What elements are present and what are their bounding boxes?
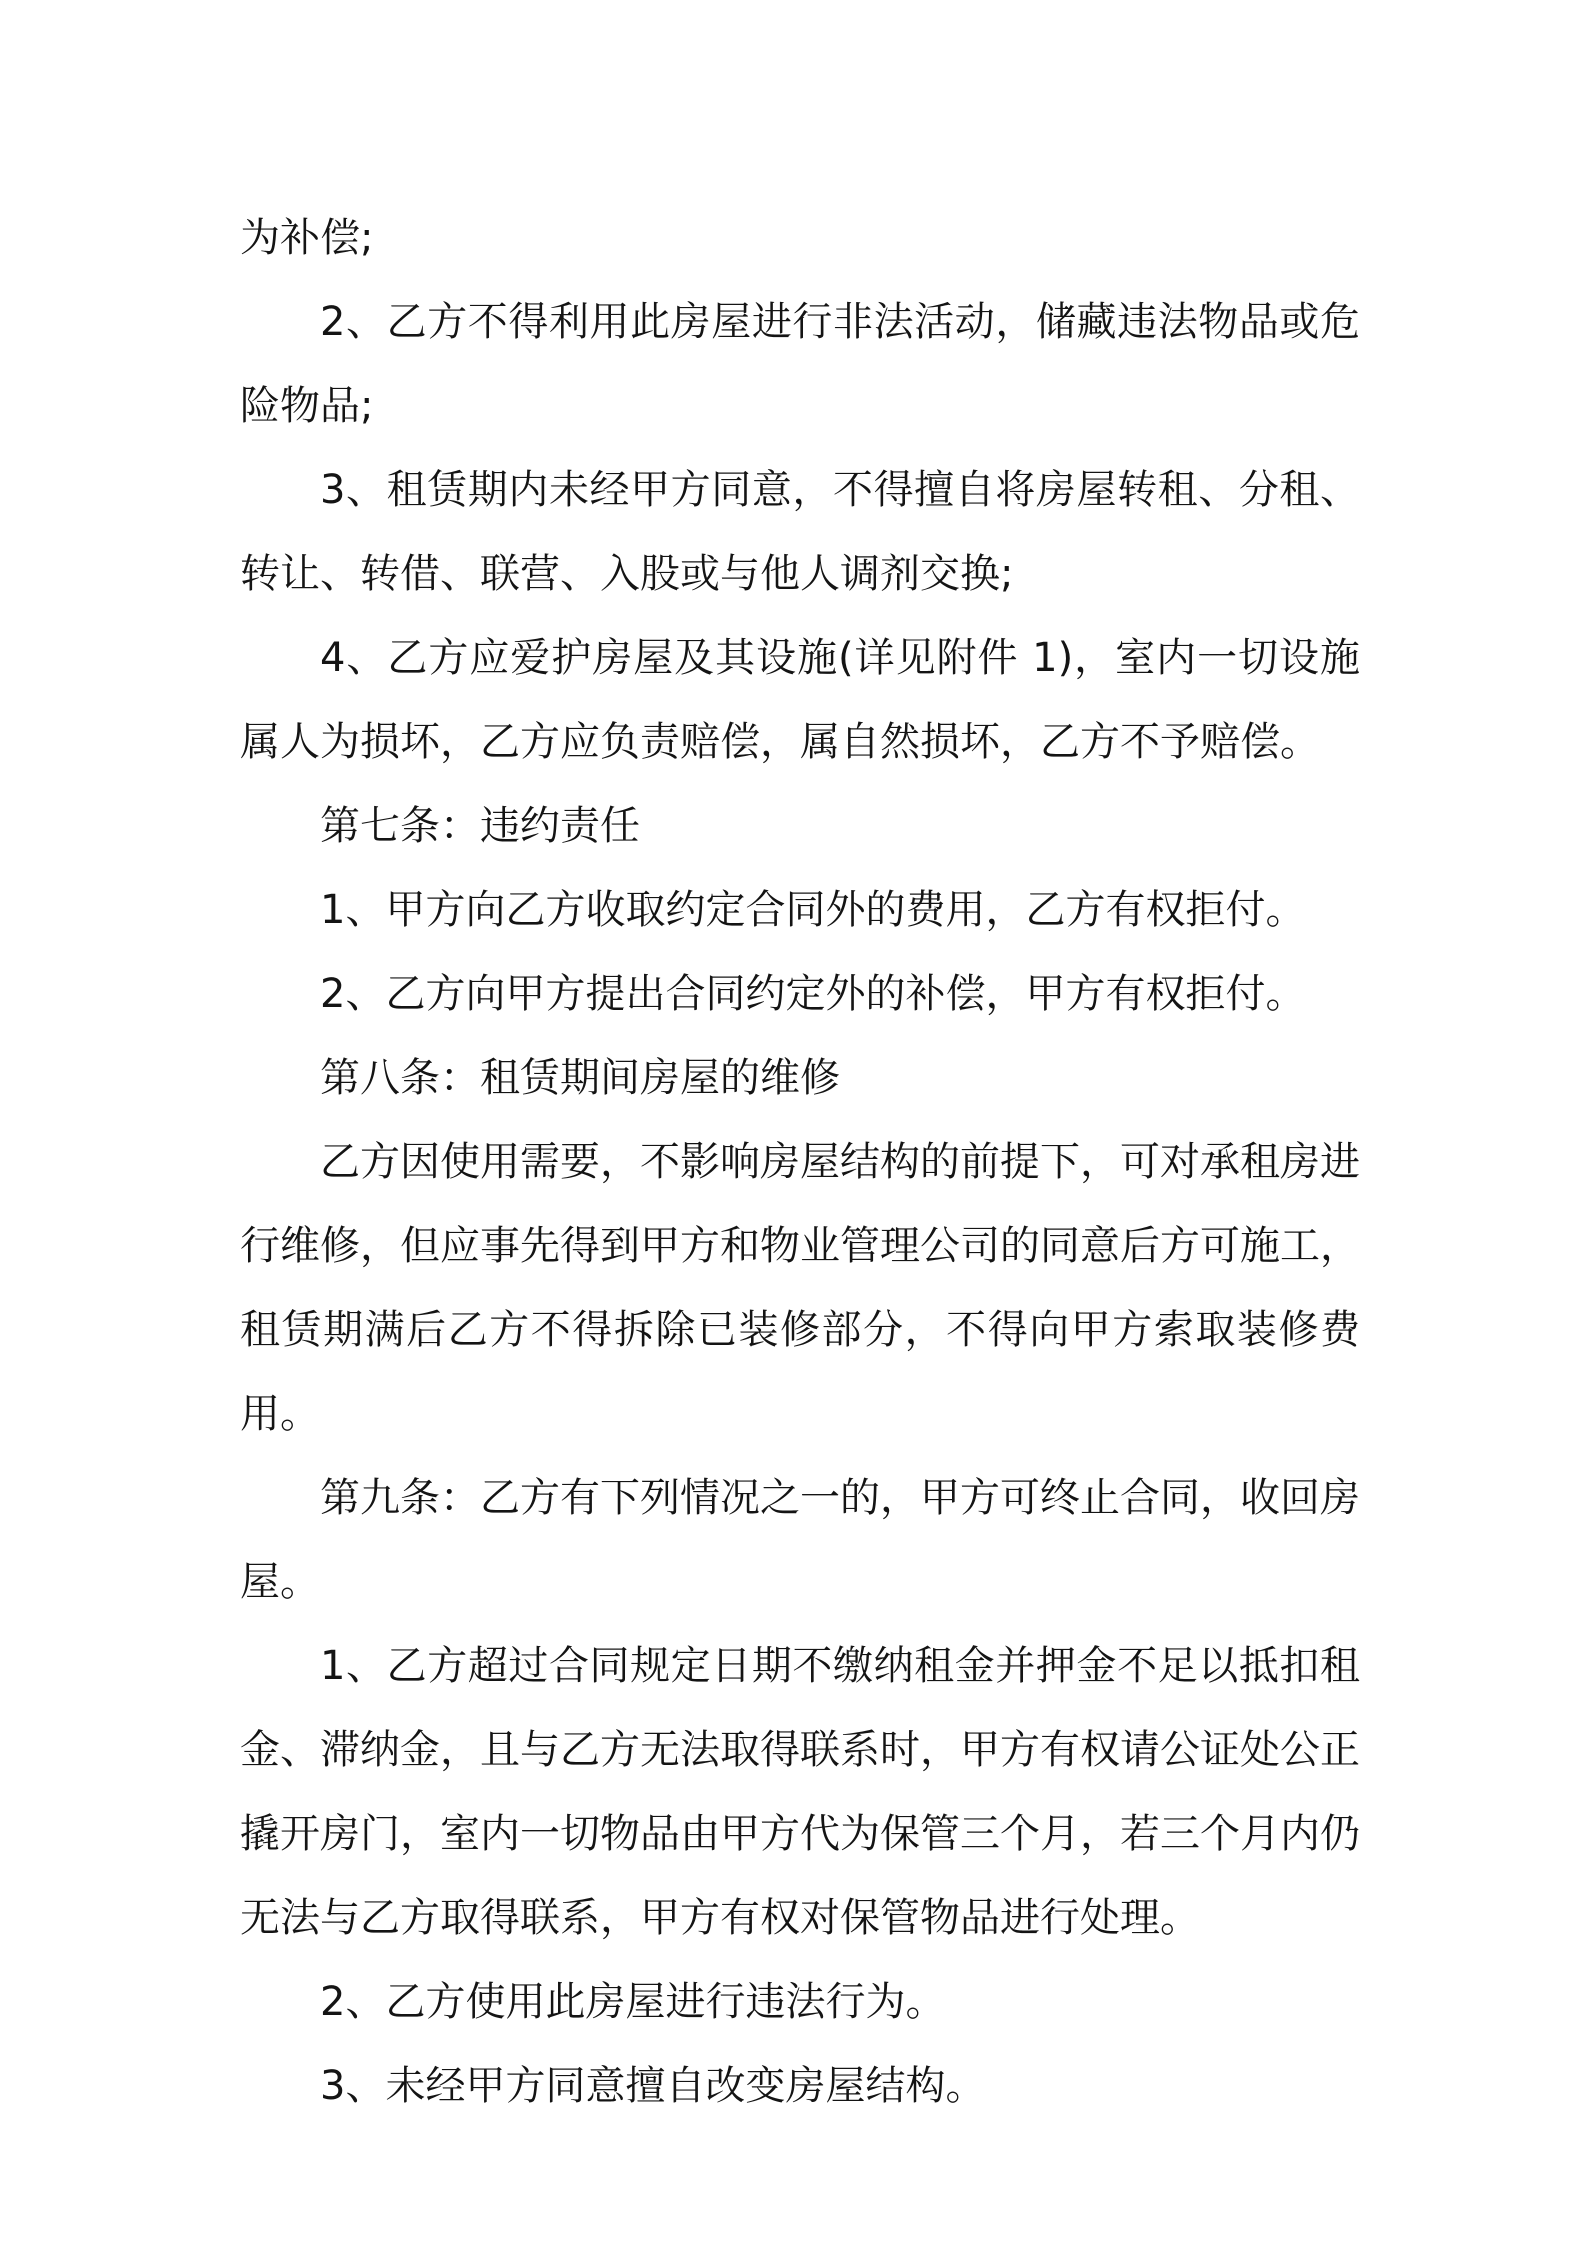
article-8-heading: 第八条：租赁期间房屋的维修 <box>320 1055 840 1101</box>
clause-item-3-no-sublet: 3、租赁期内未经甲方同意，不得擅自将房屋转租、分租、转让、转借、联营、入股或与他人调剂交换; <box>240 467 1360 597</box>
document-body <box>240 196 1360 2128</box>
article-9-item-1: 1、乙方超过合同规定日期不缴纳租金并押金不足以抵扣租金、滞纳金，且与乙方无法取得联系时，甲方有权请公证处公正撬开房门，室内一切物品由甲方代为保管三个月，若三个月内仍无法与乙方取得联系，甲方有权对保管物品进行处理。 <box>240 1643 1360 1941</box>
article-7-item-1: 1、甲方向乙方收取约定合同外的费用，乙方有权拒付。 <box>320 887 1306 933</box>
clause-item-4-care-of-property: 4、乙方应爱护房屋及其设施(详见附件 1)，室内一切设施属人为损坏，乙方应负责赔偿，属自然损坏，乙方不予赔偿。 <box>240 635 1360 765</box>
article-9-item-3: 3、未经甲方同意擅自改变房屋结构。 <box>320 2063 986 2109</box>
article-9-heading: 第九条：乙方有下列情况之一的，甲方可终止合同，收回房屋。 <box>240 1475 1360 1605</box>
clause-item-2-illegal-activity: 2、乙方不得利用此房屋进行非法活动，储藏违法物品或危险物品; <box>240 299 1360 429</box>
article-9-item-2: 2、乙方使用此房屋进行违法行为。 <box>320 1979 946 2025</box>
article-7-item-2: 2、乙方向甲方提出合同约定外的补偿，甲方有权拒付。 <box>320 971 1306 1017</box>
article-8-body: 乙方因使用需要，不影响房屋结构的前提下，可对承租房进行维修，但应事先得到甲方和物业管理公司的同意后方可施工，租赁期满后乙方不得拆除已装修部分，不得向甲方索取装修费用。 <box>240 1139 1360 1437</box>
article-7-heading: 第七条：违约责任 <box>320 803 640 849</box>
paragraph-continuation: 为补偿; <box>240 215 374 261</box>
